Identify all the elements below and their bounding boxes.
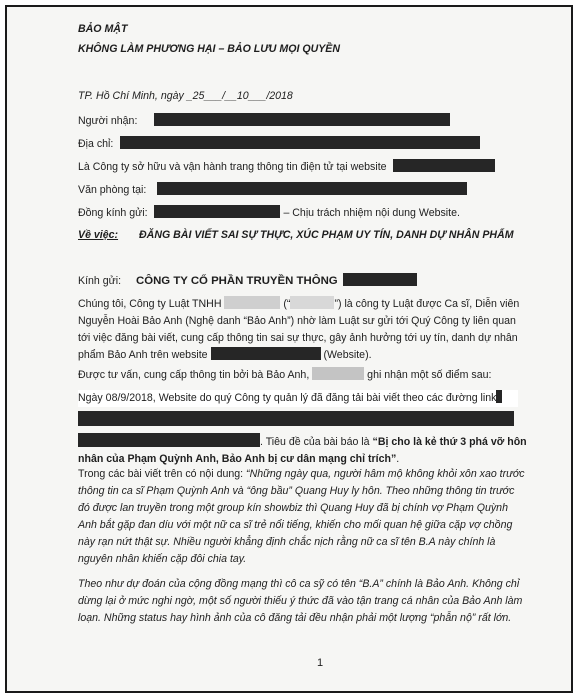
confidential-label: BẢO MẬT <box>78 23 128 35</box>
article-title-line1: “Bị cho là kẻ thứ 3 phá vỡ hôn <box>372 436 527 448</box>
redacted-company <box>343 273 417 286</box>
subject-label: Về việc: <box>78 229 119 241</box>
quote1-line5: này rạn nứt thật sự. Nhiều người khẳng định chắc nịch rằng nữ ca sĩ tên B.A này chính là <box>78 536 496 548</box>
quote2-line3: loạn. Những status hay hình ảnh của cô đăng tải đều nhận phải một lượng “phẫn nộ” rất lớn. <box>78 612 512 624</box>
recipient-label: Người nhận: <box>78 115 138 127</box>
redacted-office <box>157 182 467 195</box>
subject-row <box>78 227 518 244</box>
publish-line3a: . Tiêu đề của bài báo là <box>260 436 370 448</box>
redacted-name <box>312 367 364 380</box>
document-page <box>5 5 573 693</box>
date-day: _25__ <box>186 90 217 102</box>
intro-line1c: ”) là công ty Luật được Ca sĩ, Diễn viên <box>334 298 520 310</box>
redacted-cc <box>154 205 280 218</box>
info-row <box>78 367 518 384</box>
recipient-row <box>78 113 518 130</box>
quote1-line6: nguyên nhân khiến cặp đôi chia tay. <box>78 553 247 565</box>
info-text-b: ghi nhận một số điểm sau: <box>367 369 492 381</box>
redacted-link-end <box>78 433 260 447</box>
redacted-website <box>393 159 495 172</box>
publish-paragraph <box>78 390 527 468</box>
redacted-website-2 <box>211 347 321 360</box>
addressee-row <box>78 273 518 290</box>
intro-line2: Nguyễn Hoài Bảo Anh (Nghệ danh “Bảo Anh”) nhờ làm Luật sư gửi tới Quý Công ty liên quan <box>78 315 516 327</box>
date-month: _10__ <box>230 90 261 102</box>
publish-line1: Ngày 08/9/2018, Website do quý Công ty quản lý đã đăng tải bài viết theo các đường link <box>78 392 497 404</box>
info-text-a: Được tư vấn, cung cấp thông tin bởi bà Bảo Anh, <box>78 369 310 381</box>
quote1-intro: Trong các bài viết trên có nội dung: <box>78 468 244 480</box>
owner-text: Là Công ty sở hữu và vận hành trang thông tin điện tử tại website <box>78 161 387 173</box>
redacted-firm-short <box>290 296 334 309</box>
addressee-company: CÔNG TY CỔ PHẦN TRUYỀN THÔNG <box>135 275 338 287</box>
subject-text: ĐĂNG BÀI VIẾT SAI SỰ THỰC, XÚC PHẠM UY TÍN, DANH DỰ NHÂN PHẨM <box>139 229 514 241</box>
publish-end: . <box>396 453 400 465</box>
intro-paragraph <box>78 296 518 364</box>
cc-label: Đồng kính gửi: <box>78 207 148 219</box>
redacted-links <box>78 411 514 426</box>
intro-line1b: (“ <box>283 298 291 310</box>
quote1-line1: “Những ngày qua, người hâm mộ không khỏi xôn xao trước <box>246 468 525 480</box>
date-year: _/2018 <box>260 90 293 102</box>
cc-suffix: – Chịu trách nhiệm nội dung Website. <box>283 207 460 219</box>
addressee-label: Kính gửi: <box>78 275 122 287</box>
office-row <box>78 182 518 199</box>
quote1-line2: thông tin ca sĩ Phạm Quỳnh Anh và “ông bầu” Quang Huy ly hôn. Theo những thông tin trước <box>78 485 515 497</box>
intro-line3: tới việc đăng bài viết, cung cấp thông tin sai sự thực, gây ảnh hưởng tới uy tín, danh dự nhân <box>78 332 518 344</box>
quote2-line2: dừng lại ở mức nghi ngờ, một số người thiếu ý thức đã vào tận trang cá nhân của Bảo Anh làm <box>78 595 523 607</box>
reservation-label: KHÔNG LÀM PHƯƠNG HẠI – BẢO LƯU MỌI QUYỀN <box>78 43 341 55</box>
date-line <box>78 88 518 105</box>
redacted-recipient <box>154 113 450 126</box>
address-row <box>78 136 518 153</box>
quote-paragraph-2 <box>78 576 523 627</box>
date-prefix: TP. Hồ Chí Minh, ngày <box>78 90 187 102</box>
address-label: Địa chỉ: <box>78 138 114 150</box>
owner-row <box>78 159 518 176</box>
intro-line4a: phẩm Bảo Anh trên website <box>78 349 208 361</box>
quote-paragraph-1 <box>78 466 525 568</box>
quote1-line3: đó được lan truyền trong một group kín showbiz thì Quang Huy đã bị chính vợ Phạm Quỳnh <box>78 502 508 514</box>
redacted-link-start <box>496 390 502 403</box>
quote2-line1: Theo như dự đoán của cộng đồng mạng thì cô ca sỹ có tên “B.A” chính là Bảo Anh. Không chỉ <box>78 578 520 590</box>
redacted-law-firm <box>224 296 280 309</box>
article-title-line2: nhân của Phạm Quỳnh Anh, Bảo Anh bị cư dân mạng chỉ trích” <box>78 453 397 465</box>
cc-row <box>78 205 518 222</box>
office-label: Văn phòng tại: <box>78 184 147 196</box>
intro-line4b: (Website). <box>323 349 372 361</box>
quote1-line4: Anh bắt gặp đan díu với một nữ ca sĩ trẻ nổi tiếng, khiến cho mối quan hệ giữa cặp vợ chồng <box>78 519 513 531</box>
redacted-address <box>120 136 480 149</box>
date-sep1: _/_ <box>216 90 231 102</box>
intro-line1a: Chúng tôi, Công ty Luật TNHH <box>78 298 222 310</box>
page-number: 1 <box>317 657 324 669</box>
